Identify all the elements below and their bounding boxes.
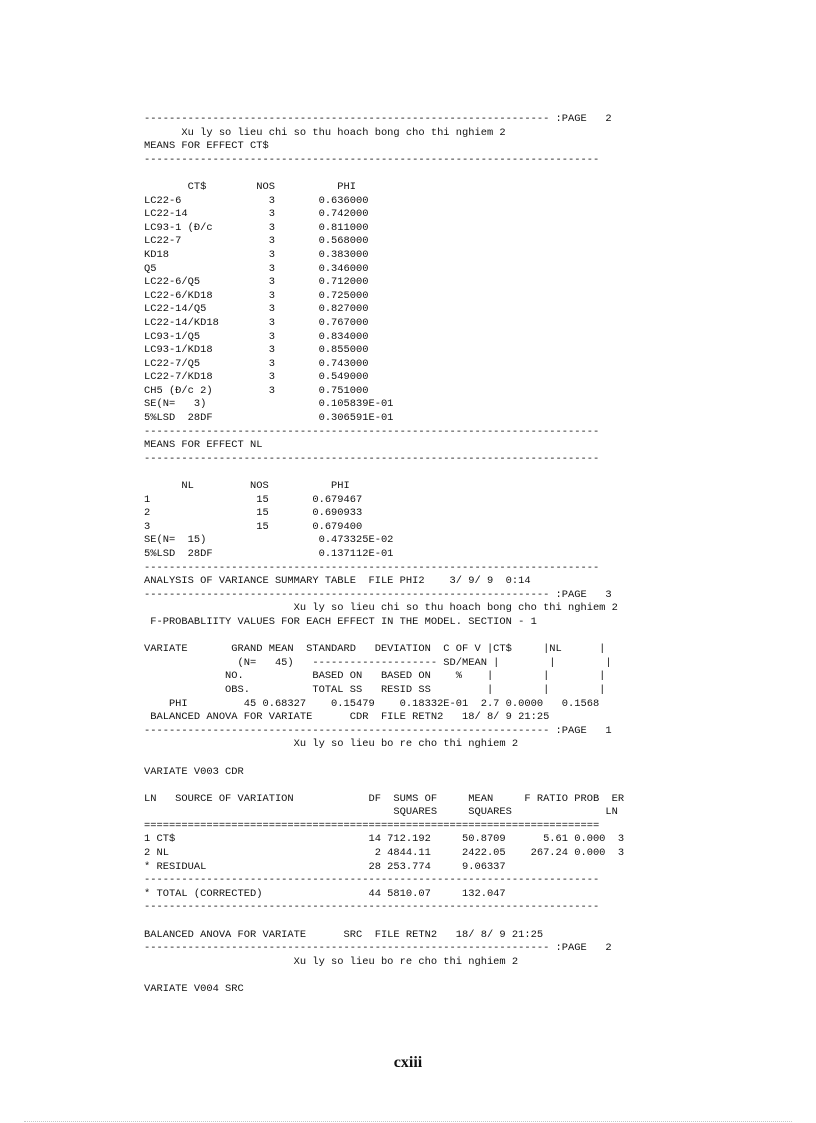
page-number: cxiii	[393, 1054, 423, 1071]
listing-line	[144, 752, 624, 766]
listing-line: VARIATE GRAND MEAN STANDARD DEVIATION C OF V |CT$ |NL |	[144, 643, 606, 656]
listing-line: NO. BASED ON BASED ON % | | |	[144, 670, 606, 683]
listing-line: MEANS FOR EFFECT CT$	[144, 140, 269, 153]
listing-line: 2 15 0.690933	[144, 507, 363, 520]
listing-line: OBS. TOTAL SS RESID SS | | |	[144, 683, 606, 696]
listing-line: LC22-6 3 0.636000	[144, 194, 369, 207]
listing-line: -------------------------------------------------------------------------	[144, 452, 600, 465]
listing-line: Xu ly so lieu chi so thu hoach bong cho thi nghiem 2	[144, 602, 618, 615]
listing-line: * RESIDUAL 28 253.774 9.06337	[144, 860, 506, 873]
listing-line: Xu ly so lieu bo re cho thi nghiem 2	[144, 955, 519, 968]
listing-line: VARIATE V004 SRC	[144, 983, 244, 995]
listing-line: Xu ly so lieu chi so thu hoach bong cho thi nghiem 2	[144, 126, 506, 139]
listing-line: 5%LSD 28DF 0.137112E-01	[144, 548, 394, 560]
listing-line: 1 CT$ 14 712.192 50.8709 5.61 0.000 3	[144, 833, 625, 846]
listing-line: LC22-6/KD18 3 0.725000	[144, 289, 369, 302]
listing-line: BALANCED ANOVA FOR VARIATE SRC FILE RETN2 18/ 8/ 9 21:25	[144, 928, 544, 941]
listing-line: Q5 3 0.346000	[144, 262, 369, 275]
listing-line: MEANS FOR EFFECT NL	[144, 439, 263, 452]
listing-line: LC93-1/KD18 3 0.855000	[144, 344, 369, 357]
listing-line: CH5 (Đ/c 2) 3 0.751000	[144, 384, 369, 397]
listing-line: Xu ly so lieu bo re cho thi nghiem 2	[144, 738, 519, 751]
listing-line: ----------------------------------------------------------------- :PAGE 2	[144, 113, 612, 125]
listing-line: -------------------------------------------------------------------------	[144, 901, 600, 914]
listing-line	[144, 779, 624, 793]
listing-line: LC22-6/Q5 3 0.712000	[144, 276, 369, 289]
listing-line: KD18 3 0.383000	[144, 248, 369, 261]
listing-line: BALANCED ANOVA FOR VARIATE CDR FILE RETN2 18/ 8/ 9 21:25	[144, 711, 550, 724]
listing-line: 5%LSD 28DF 0.306591E-01	[144, 412, 394, 425]
listing-line: ----------------------------------------------------------------- :PAGE 2	[144, 942, 612, 955]
listing-line	[144, 466, 624, 480]
listing-line: NL NOS PHI	[144, 480, 350, 493]
listing-line: VARIATE V003 CDR	[144, 765, 244, 778]
listing-line: LC22-7/Q5 3 0.743000	[144, 357, 369, 370]
listing-line: SE(N= 3) 0.105839E-01	[144, 398, 394, 411]
listing-line: LC22-14/Q5 3 0.827000	[144, 303, 369, 316]
listing-line: LC22-7/KD18 3 0.549000	[144, 371, 369, 384]
listing-line	[144, 915, 624, 929]
listing-line: ANALYSIS OF VARIANCE SUMMARY TABLE FILE PHI2 3/ 9/ 9 0:14	[144, 575, 531, 588]
listing-line: CT$ NOS PHI	[144, 180, 357, 193]
listing-line	[144, 969, 624, 983]
listing-line: LC93-1/Q5 3 0.834000	[144, 330, 369, 343]
listing-line	[144, 167, 624, 181]
listing-line: LC22-14/KD18 3 0.767000	[144, 316, 369, 329]
listing-line: 1 15 0.679467	[144, 493, 363, 506]
listing-line	[144, 630, 624, 644]
listing-line: LN SOURCE OF VARIATION DF SUMS OF MEAN F RATIO PROB ER	[144, 792, 625, 805]
listing-line: 3 15 0.679400	[144, 520, 363, 533]
listing-line: PHI 45 0.68327 0.15479 0.18332E-01 2.7 0.0000 0.1568	[144, 697, 600, 710]
listing-line: -------------------------------------------------------------------------	[144, 153, 600, 166]
listing-line: ----------------------------------------------------------------- :PAGE 3	[144, 588, 612, 601]
listing-line: -------------------------------------------------------------------------	[144, 561, 600, 574]
listing-line: LC22-7 3 0.568000	[144, 235, 369, 248]
listing-line: * TOTAL (CORRECTED) 44 5810.07 132.047	[144, 887, 506, 900]
statistical-output-listing	[144, 113, 624, 997]
listing-line: (N= 45) -------------------- SD/MEAN | | |	[144, 656, 612, 669]
listing-line: 2 NL 2 4844.11 2422.05 267.24 0.000 3	[144, 847, 625, 860]
listing-line: =========================================================================	[144, 819, 600, 832]
listing-line: SQUARES SQUARES LN	[144, 806, 618, 819]
listing-line: -------------------------------------------------------------------------	[144, 874, 600, 887]
listing-line: ----------------------------------------------------------------- :PAGE 1	[144, 724, 612, 737]
listing-line: SE(N= 15) 0.473325E-02	[144, 534, 394, 547]
listing-line: LC93-1 (Đ/c 3 0.811000	[144, 221, 369, 234]
listing-line: -------------------------------------------------------------------------	[144, 425, 600, 438]
listing-line: F-PROBABLIITY VALUES FOR EACH EFFECT IN THE MODEL. SECTION - 1	[144, 615, 537, 628]
page-bottom-divider	[24, 1121, 792, 1122]
listing-line: LC22-14 3 0.742000	[144, 208, 369, 221]
